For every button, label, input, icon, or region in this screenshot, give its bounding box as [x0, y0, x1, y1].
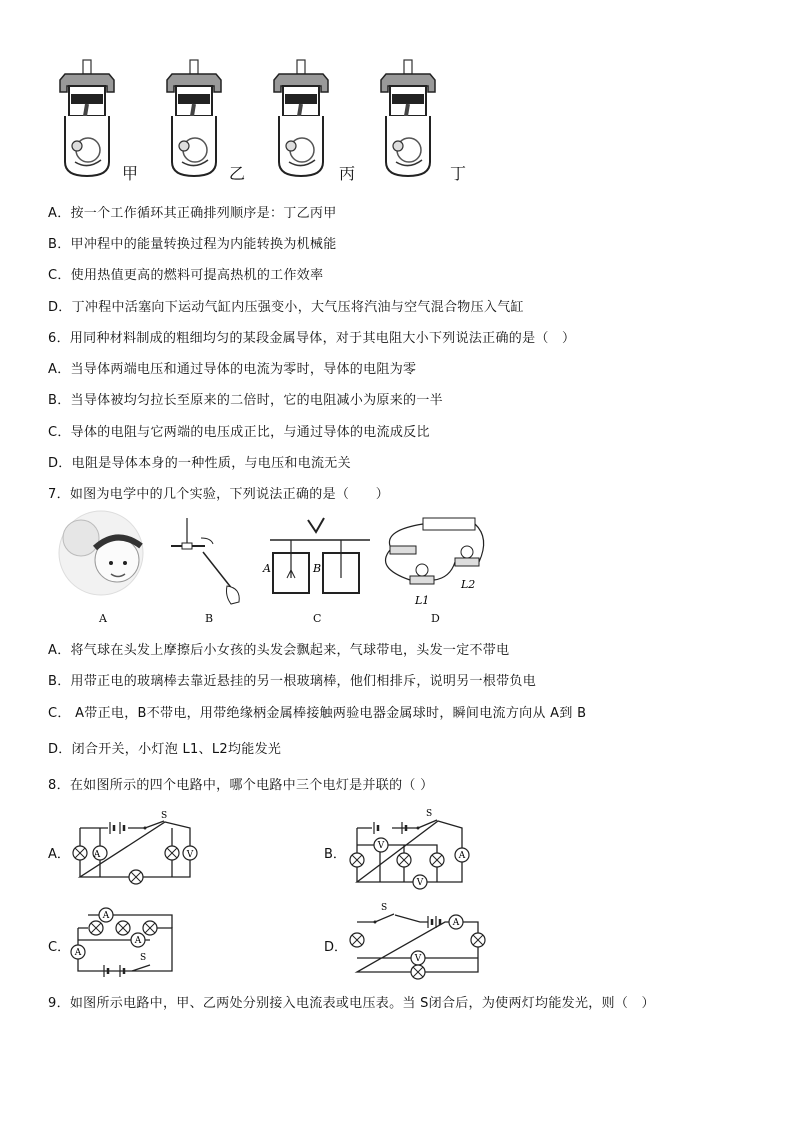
q7-option-b: B．用带正电的玻璃棒去靠近悬挂的另一根玻璃棒，他们相排斥，说明另一根带负电 [48, 674, 537, 689]
engine-drawings [55, 58, 475, 188]
circuit-c-ammeter-middle: A [134, 936, 142, 946]
circuit-d-voltmeter: V [414, 954, 422, 964]
lamp-l1-label: L1 [415, 594, 430, 607]
electroscopes-illustration [270, 518, 370, 593]
circuit-b-switch-label: S [426, 809, 433, 819]
q6-option-c: C．导体的电阻与它两端的电压成正比，与通过导体的电流成反比 [48, 425, 430, 440]
q7-figures [45, 508, 505, 628]
circuit-d-ammeter: A [452, 918, 460, 928]
circuit-b-voltmeter-top: V [377, 841, 385, 851]
engine-label-jia: 甲 [122, 164, 139, 183]
q7-option-a: A．将气球在头发上摩擦后小女孩的头发会飘起来，气球带电，头发一定不带电 [48, 643, 510, 658]
q5-option-a: A．按一个工作循环其正确排列顺序是：丁乙丙甲 [48, 206, 337, 221]
electroscope-a-label: A [263, 562, 271, 575]
circuit-d-switch-label: S [381, 903, 388, 913]
q8-stem: 8．在如图所示的四个电路中，哪个电路中三个电灯是并联的（ ） [48, 778, 434, 793]
q7-caption-a: A [99, 612, 107, 625]
suspended-rod-illustration [171, 518, 239, 604]
engine-label-bing: 丙 [339, 164, 356, 183]
q6-option-a: A．当导体两端电压和通过导体的电流为零时，导体的电阻为零 [48, 362, 417, 377]
q7-stem: 7．如图为电学中的几个实验，下列说法正确的是（ ） [48, 487, 390, 502]
circuit-c-ammeter-left: A [74, 948, 82, 958]
circuit-c-switch-label: S [140, 953, 147, 963]
circuit-a-switch-label: S [161, 811, 168, 821]
circuit-a [73, 821, 197, 884]
circuit-a-voltmeter: V [186, 850, 194, 860]
circuit-c-ammeter-top: A [102, 911, 110, 921]
circuit-c [71, 908, 172, 977]
q5-option-c: C．使用热值更高的燃料可提高热机的工作效率 [48, 268, 324, 283]
engine-label-yi: 乙 [229, 164, 246, 183]
q6-option-b: B．当导体被均匀拉长至原来的二倍时，它的电阻减小为原来的一半 [48, 393, 443, 408]
q9-stem: 9．如图所示电路中，甲、乙两处分别接入电流表或电压表。当 S闭合后，为使两灯均能发光，则（ ） [48, 996, 655, 1011]
q7-option-c: C． A带正电，B不带电，用带绝缘柄金属棒接触两验电器金属球时，瞬间电流方向从 A到 B [48, 706, 587, 721]
q8-circuits [0, 800, 560, 990]
q8-option-d-label: D． [324, 940, 348, 955]
circuit-b-ammeter: A [458, 851, 466, 861]
lamp-l2-label: L2 [461, 578, 476, 591]
circuit-b-voltmeter-bottom: V [416, 878, 424, 888]
circuit-a-ammeter: A [93, 850, 101, 860]
q5-option-b: B．甲冲程中的能量转换过程为内能转换为机械能 [48, 237, 337, 252]
q8-option-b-label: B． [324, 847, 346, 862]
q6-option-d: D．电阻是导体本身的一种性质，与电压和电流无关 [48, 456, 351, 471]
q7-caption-d: D [431, 612, 440, 625]
circuit-b [350, 820, 469, 889]
electroscope-b-label: B [313, 562, 322, 575]
engine-stroke-figure [55, 58, 475, 188]
q5-option-d: D．丁冲程中活塞向下运动气缸内压强变小，大气压将汽油与空气混合物压入气缸 [48, 300, 524, 315]
engine-label-ding: 丁 [450, 164, 467, 183]
q7-caption-b: B [205, 612, 214, 625]
q7-option-d: D．闭合开关，小灯泡 L1、L2均能发光 [48, 742, 282, 757]
circuit-d [350, 914, 485, 979]
q7-caption-c: C [313, 612, 322, 625]
q8-option-a-label: A． [48, 847, 70, 862]
lamp-circuit-illustration [386, 518, 484, 584]
q6-stem: 6．用同种材料制成的粗细均匀的某段金属导体，对于其电阻大小下列说法正确的是（ ） [48, 331, 576, 346]
q8-option-c-label: C． [48, 940, 71, 955]
girl-balloon-illustration [59, 511, 143, 595]
